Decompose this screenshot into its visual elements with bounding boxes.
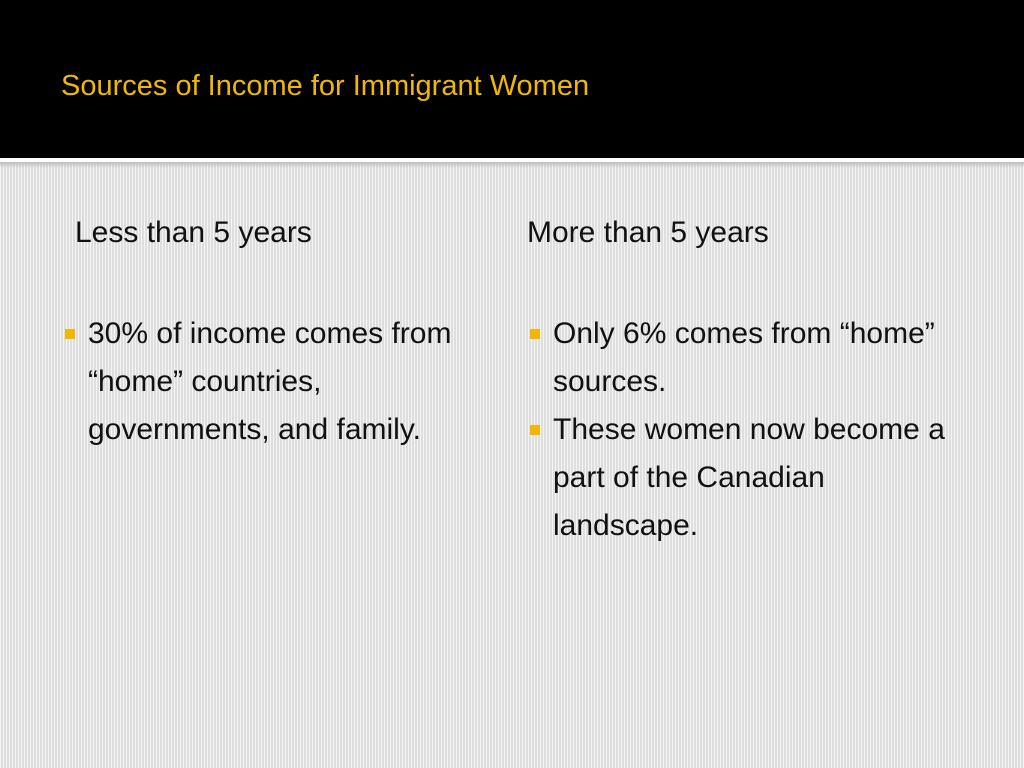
- square-bullet-icon: [530, 329, 540, 339]
- right-bullet-list: [527, 310, 967, 550]
- bullet-item: [62, 310, 502, 454]
- left-column-heading: Less than 5 years: [75, 216, 312, 249]
- title-bar: [0, 0, 1024, 158]
- bullet-text: These women now become a part of the Canadian landscape.: [553, 413, 945, 542]
- bullet-text: 30% of income comes from “home” countries, governments, and family.: [88, 317, 452, 446]
- bullet-text: Only 6% comes from “home” sources.: [553, 317, 935, 398]
- left-column: [62, 214, 502, 454]
- slide-title: Sources of Income for Immigrant Women: [61, 70, 590, 102]
- square-bullet-icon: [530, 425, 540, 435]
- left-bullet-list: [62, 310, 502, 454]
- bullet-item: [527, 310, 967, 406]
- title-divider-shadow: [0, 162, 1024, 168]
- right-column-heading: More than 5 years: [527, 216, 769, 249]
- square-bullet-icon: [65, 329, 75, 339]
- bullet-item: [527, 406, 967, 550]
- right-column: [527, 214, 967, 550]
